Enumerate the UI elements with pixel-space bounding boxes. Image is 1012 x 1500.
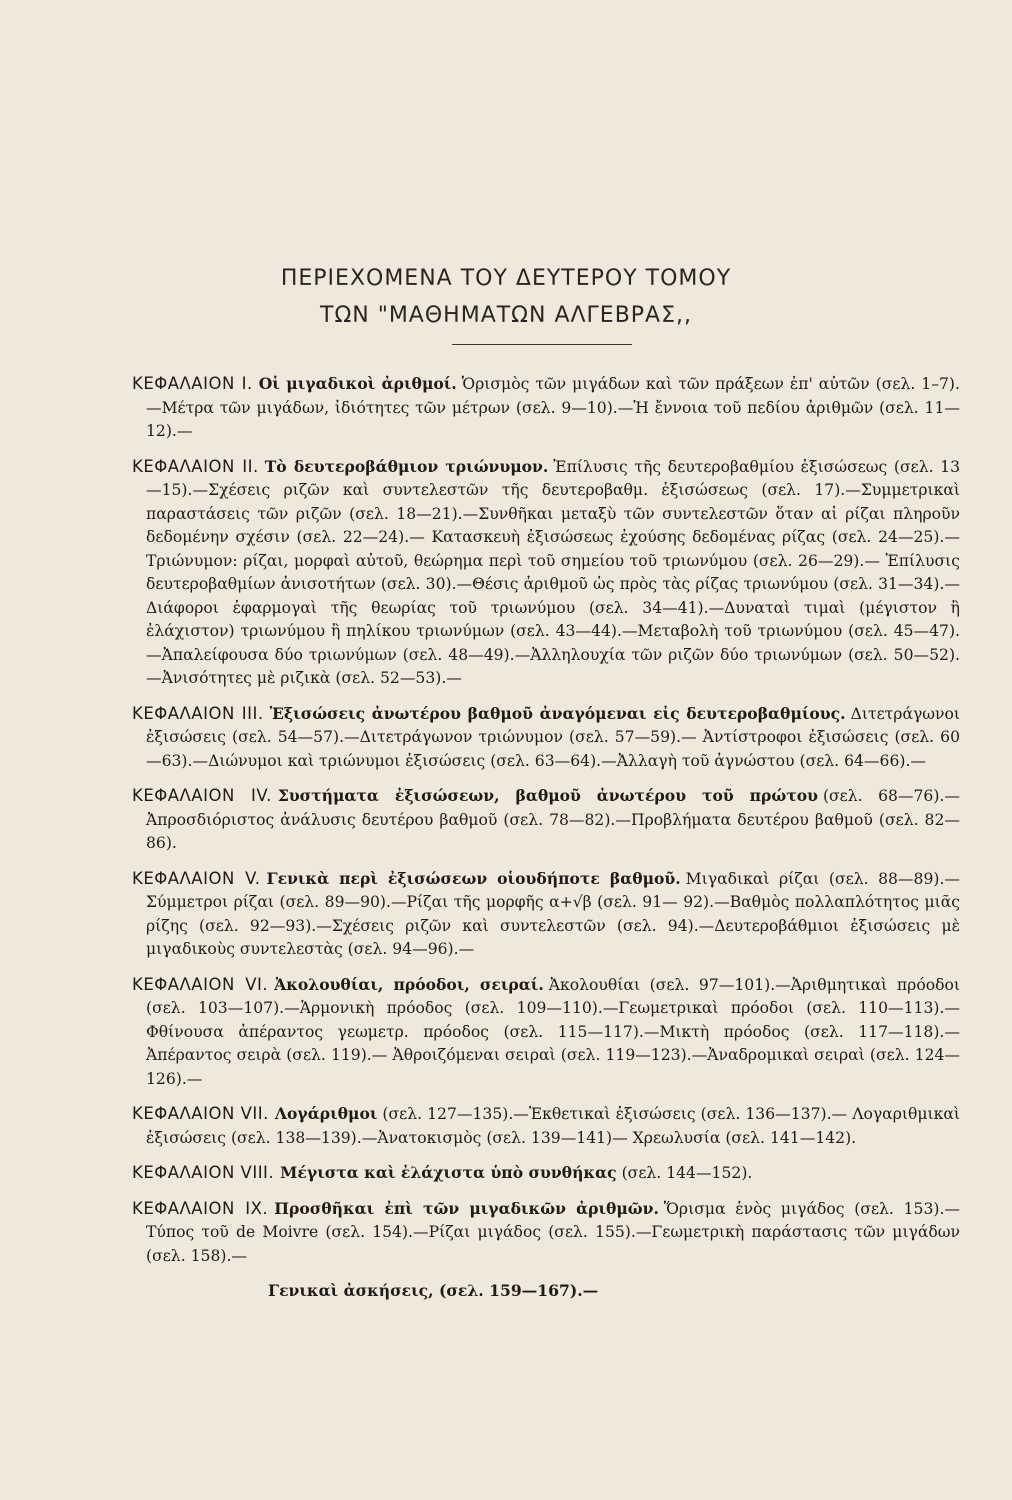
chapter-heading: Λογάριθμοι — [274, 1104, 378, 1123]
chapter-4 — [132, 784, 960, 856]
chapter-2 — [132, 455, 960, 691]
chapter-3 — [132, 702, 960, 774]
chapter-body: Ἐπίλυσις τῆς δευτεροβαθμίου ἐξισώσεως (σελ. 13—15).—Σχέσεις ριζῶν καὶ συντελεστῶν τῆς δευτεροβαθμ. ἐξισώσεως (σελ. 17).—Συμμετρικαὶ παραστάσεις τῶν ριζῶν (σελ. 18—21).—Συνθῆκαι μεταξὺ τῶν συντελεστῶν ὅταν αἱ ρίζαι πληροῦν δεδομένην σχέσιν (σελ. 22—24).— Κατασκευὴ ἐξισώσεως ἐχούσης δεδομένας ρίζας (σελ. 24—25).—Τριώνυμον: ρίζαι, μορφαὶ αὐτοῦ, θεώρημα περὶ τοῦ σημείου τοῦ τριωνύμου (σελ. 26—29).— Ἐπίλυσις δευτεροβαθμίων ἀνισοτήτων (σελ. 30).—Θέσις ἀριθμοῦ ὡς πρὸς τὰς ρίζας τριωνύμου (σελ. 31—34).—Διάφοροι ἐφαρμογαὶ τῆς θεωρίας τοῦ τριωνύμου (σελ. 34—41).—Δυναταὶ τιμαὶ (μέγιστον ἢ ἐλάχιστον) τριωνύμου ἢ πηλίκου τριωνύμων (σελ. 43—44).—Μεταβολὴ τοῦ τριωνύμου (σελ. 45—47).—Ἀπαλείφουσα δύο τριωνύμων (σελ. 48—49).—Ἀλληλουχία τῶν ριζῶν δύο τριωνύμων (σελ. 50—52).—Ἀνισότητες μὲ ριζικὰ (σελ. 52—53).— — [146, 457, 961, 687]
chapter-label: ΚΕΦΑΛΑΙΟΝ Ι. — [132, 374, 253, 393]
chapter-label: ΚΕΦΑΛΑΙΟΝ VΙΙΙ. — [132, 1163, 275, 1182]
divider — [452, 344, 632, 345]
chapter-5 — [132, 867, 960, 962]
chapter-heading: Προσθῆκαι ἐπὶ τῶν μιγαδικῶν ἀριθμῶν. — [274, 1198, 659, 1218]
chapter-body: (σελ. 144—152). — [621, 1164, 753, 1182]
chapter-body: Ἀκολουθίαι (σελ. 97—101).—Ἀριθμητικαὶ πρόοδοι (σελ. 103—107).—Ἁρμονικὴ πρόοδος (σελ. 109—110).—Γεωμετρικαὶ πρόοδοι (σελ. 110—113).—Φθίνουσα ἀπέραντος γεωμετρ. πρόοδος (σελ. 115—117).—Μικτὴ πρόοδος (σελ. 117—118).—Ἀπέραντος σειρὰ (σελ. 119).— Ἀθροιζόμεναι σειραὶ (σελ. 119—123).—Ἀναδρομικαὶ σειραὶ (σελ. 124—126).— — [146, 975, 960, 1088]
chapter-heading: Συστήματα ἐξισώσεων, βαθμοῦ ἀνωτέρου τοῦ πρώτου — [277, 786, 818, 805]
chapter-body: Διτετράγωνοι ἐξισώσεις (σελ. 54—57).—Διτετράγωνον τριώνυμον (σελ. 57—59).— Ἀντίστροφοι ἐξισώσεις (σελ. 60—63).—Διώνυμοι καὶ τριώνυμοι ἐξισώσεις (σελ. 63—64).—Ἀλλαγὴ τοῦ ἀγνώστου (σελ. 64—66).— — [146, 704, 960, 770]
chapter-heading: Ἐξισώσεις ἀνωτέρου βαθμοῦ ἀναγόμεναι εἰς δευτεροβαθμίους. — [269, 703, 846, 723]
closing-line: Γενικαὶ ἀσκήσεις, (σελ. 159—167).— — [268, 1281, 599, 1300]
chapter-heading: Τὸ δευτεροβάθμιον τριώνυμον. — [264, 456, 549, 476]
chapter-body: Ὅρισμα ἑνὸς μιγάδος (σελ. 153).—Τύπος τοῦ de Moivre (σελ. 154).—Ρίζαι μιγάδος (σελ. 155).—Γεωμετρικὴ παράστασις τῶν μιγάδων (σελ. 158).— — [146, 1199, 960, 1265]
chapter-heading: Οἱ μιγαδικοὶ ἀριθμοί. — [258, 374, 457, 393]
chapter-body: (σελ. 68—76).— Ἀπροσδιόριστος ἀνάλυσις δευτέρου βαθμοῦ (σελ. 78—82).—Προβλήματα δευτέρου βαθμοῦ (σελ. 82—86). — [146, 787, 960, 852]
chapter-label: ΚΕΦΑΛΑΙΟΝ ΙV. — [132, 786, 272, 805]
chapter-label: ΚΕΦΑΛΑΙΟΝ VΙ. — [132, 974, 269, 994]
chapter-body: Μιγαδικαὶ ρίζαι (σελ. 88—89).—Σύμμετροι ρίζαι (σελ. 89—90).—Ρίζαι τῆς μορφῆς α+√β (σελ. 91— 92).—Βαθμὸς πολλαπλότητος μιᾶς ρίζης (σελ. 92—93).—Σχέσεις ριζῶν καὶ συντελεστῶν (σελ. 94).—Δευτεροβάθμιοι ἐξισώσεις μὲ μιγαδικοὺς συντελεστὰς (σελ. 94—96).— — [146, 869, 960, 958]
table-of-contents — [132, 372, 960, 1314]
chapter-label: ΚΕΦΑΛΑΙΟΝ ΙΙ. — [132, 456, 259, 476]
title-line-2: ΤΩΝ "ΜΑΘΗΜΑΤΩΝ ΑΛΓΕΒΡΑΣ,, — [320, 303, 692, 328]
chapter-label: ΚΕΦΑΛΑΙΟΝ V. — [132, 868, 261, 888]
chapter-9 — [132, 1197, 960, 1269]
chapter-heading: Μέγιστα καὶ ἐλάχιστα ὑπὸ συνθήκας — [280, 1163, 617, 1182]
chapter-1 — [132, 372, 960, 444]
chapter-label: ΚΕΦΑΛΑΙΟΝ ΙΙΙ. — [132, 703, 264, 723]
chapter-body: (σελ. 127—135).—Ἐκθετικαὶ ἐξισώσεις (σελ. 136—137).— Λογαριθμικαὶ ἐξισώσεις (σελ. 138—139).—Ἀνατοκισμὸς (σελ. 139—141)— Χρεωλυσία (σελ. 141—142). — [146, 1105, 960, 1147]
title-line-1: ΠΕΡΙΕΧΟΜΕΝΑ ΤΟΥ ΔΕΥΤΕΡΟΥ ΤΟΜΟΥ — [280, 266, 732, 291]
chapter-7 — [132, 1102, 960, 1150]
chapter-label: ΚΕΦΑΛΑΙΟΝ ΙΧ. — [132, 1198, 269, 1218]
chapter-label: ΚΕΦΑΛΑΙΟΝ VΙΙ. — [132, 1104, 269, 1123]
chapter-heading: Γενικὰ περὶ ἐξισώσεων οἱουδήποτε βαθμοῦ. — [266, 868, 681, 888]
chapter-body: Ὁρισμὸς τῶν μιγάδων καὶ τῶν πράξεων ἐπ' αὐτῶν (σελ. 1–7).—Μέτρα τῶν μιγάδων, ἰδιότητες τῶν μέτρων (σελ. 9—10).—Ἡ ἔννοια τοῦ πεδίου ἀριθμῶν (σελ. 11—12).— — [146, 375, 960, 440]
chapter-heading: Ἀκολουθίαι, πρόοδοι, σειραί. — [274, 974, 544, 994]
chapter-6 — [132, 973, 960, 1092]
chapter-8 — [132, 1161, 960, 1186]
